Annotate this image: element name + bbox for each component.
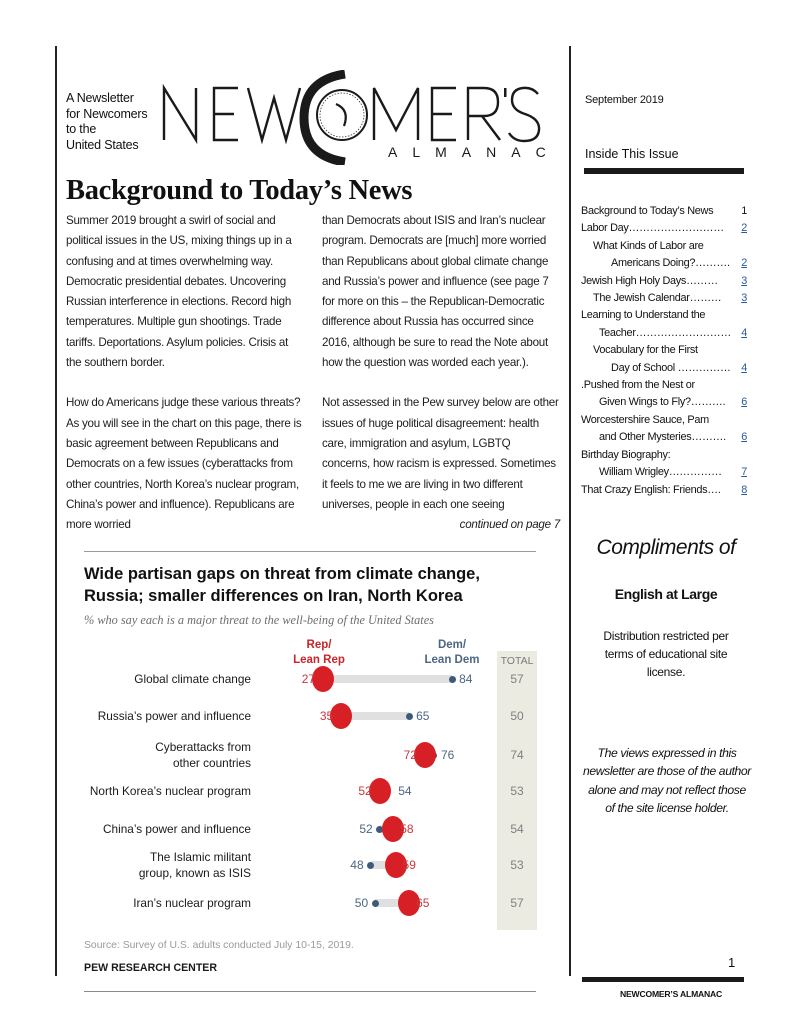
chart-row (84, 810, 544, 848)
toc-page-link[interactable]: 6 (741, 431, 747, 444)
chart-row-label: China’s power and influence (103, 822, 251, 836)
chart-row (84, 772, 544, 810)
toc-entry-title: Given Wings to Fly?………. (599, 396, 726, 409)
page-number: 1 (728, 955, 736, 970)
toc-entry[interactable] (581, 273, 751, 290)
chart-row (84, 660, 544, 698)
toc-entry[interactable] (581, 203, 751, 220)
dem-marker-icon (372, 900, 379, 907)
toc-page-link[interactable]: 2 (741, 222, 747, 235)
toc-page-link[interactable]: 3 (741, 292, 747, 305)
toc-page-link[interactable]: 3 (741, 274, 747, 287)
chart-row (84, 736, 544, 774)
dem-value: 50 (354, 896, 369, 910)
toc-entry-title: Americans Doing?………. (611, 257, 730, 270)
inside-this-issue-heading: Inside This Issue (585, 147, 679, 161)
masthead-tagline (66, 91, 147, 153)
chart-row (84, 697, 544, 735)
rep-value: 52 (358, 784, 372, 798)
toc-entry-title: The Jewish Calendar……… (593, 292, 722, 305)
chart-row-label: The Islamic militant group, known as ISIS (138, 850, 251, 880)
rep-marker-icon (414, 742, 436, 768)
toc-entry[interactable] (581, 342, 751, 377)
chart-row-label: Iran’s nuclear program (133, 896, 251, 910)
toc-page-link[interactable]: 6 (741, 396, 747, 409)
legend-rep-line: Rep/ (306, 639, 332, 651)
sponsor-name: English at Large (614, 586, 718, 602)
rep-value: 72 (403, 748, 417, 762)
toc-entry-title: and Other Mysteries………. (599, 431, 726, 444)
chart-row (84, 884, 544, 922)
issue-date: September 2019 (585, 94, 664, 106)
toc-page-link[interactable]: 4 (741, 326, 747, 339)
dem-value: 65 (416, 709, 430, 723)
heading-bar (584, 168, 744, 174)
article-paragraph: How do Americans judge these various threats? As you will see in the chart on this page, there is basic agreement between Republicans and Democrats on a few issues (cyberattacks from other countries, North Korea’s nuclear program, China’s power and influence). Republicans are more worried (66, 396, 302, 532)
chart-row (84, 846, 544, 884)
legend-rep-line: Lean Rep (293, 654, 345, 666)
total-value: 53 (510, 784, 524, 798)
dem-value: 84 (459, 672, 473, 686)
legend-dem-line: Lean Dem (424, 654, 480, 666)
toc-page-link[interactable]: 2 (741, 257, 747, 270)
toc-entry[interactable] (581, 238, 751, 273)
rep-marker-icon (330, 703, 352, 729)
toc-entry-title: .Pushed from the Nest or (581, 379, 695, 392)
dem-value: 48 (350, 858, 364, 872)
chart-row-label: Cyberattacks from other countries (155, 740, 251, 770)
legend-dem-line: Dem/ (437, 639, 467, 651)
toc-page-link[interactable]: 7 (741, 466, 747, 479)
rep-value: 65 (416, 896, 430, 910)
toc-page-link[interactable]: 8 (741, 483, 747, 496)
left-border-rule (55, 46, 57, 976)
toc-entry-title: Birthday Biography: (581, 448, 671, 461)
toc-entry[interactable] (581, 290, 751, 307)
chart-credit: PEW RESEARCH CENTER (84, 962, 218, 974)
toc-entry-title: Background to Today’s News (581, 205, 714, 217)
article-column-1 (66, 211, 304, 555)
toc-entry-title: What Kinds of Labor are (593, 239, 704, 252)
logo-subtitle: ALMANAC (388, 144, 561, 160)
tagline-line: to the (66, 122, 97, 136)
table-of-contents (581, 203, 751, 499)
tagline-line: United States (66, 137, 139, 152)
dem-marker-icon (449, 676, 456, 683)
tagline-line: for Newcomers (66, 106, 148, 121)
toc-entry[interactable] (581, 220, 751, 237)
article-column-2 (322, 211, 560, 535)
article-headline: Background to Today’s News (66, 175, 413, 206)
rep-value: 58 (400, 822, 414, 836)
gap-bar (323, 675, 452, 683)
dem-value: 76 (440, 748, 455, 762)
total-value: 50 (510, 709, 524, 723)
toc-entry[interactable] (581, 412, 751, 447)
toc-entry-title: Worcestershire Sauce, Pam (581, 413, 709, 426)
rep-marker-icon (312, 666, 334, 692)
article-paragraph: Summer 2019 brought a swirl of social and political issues in the US, mixing things up in a confusing and at times overwhelming way. Democratic presidential debates. Uncovering Russian interference in elections. Record high temperatures. Multiple gun shootings. Trade tariffs. Deportations. Asylum policies. Crisis at the southern border. (66, 214, 292, 370)
toc-entry-title: Day of School …………… (611, 361, 731, 374)
rep-value: 35 (319, 709, 334, 723)
total-value: 57 (510, 672, 524, 686)
rep-value: 27 (301, 672, 316, 686)
toc-entry-title: Teacher……………………… (599, 326, 731, 339)
article-paragraph: than Democrats about ISIS and Iran’s nuclear program. Democrats are [much] more worried than Republicans about global climate change and Russia’s power and influence (see page 7 for more on this – the Republican-Democratic difference about Russia has occurred since 2016, although be sure to read the Note about how the question was worded each year.). (322, 214, 549, 370)
newsletter-logo (160, 70, 561, 165)
toc-entry-title: Learning to Understand the (581, 309, 706, 322)
dem-marker-icon (367, 862, 374, 869)
dem-value: 52 (359, 822, 373, 836)
continued-note: continued on page 7 (459, 518, 560, 532)
chart-bottom-rule (84, 991, 536, 992)
footer-bar (582, 977, 744, 982)
toc-entry-title: That Crazy English: Friends…. (581, 483, 721, 496)
chart-row-label: North Korea’s nuclear program (89, 784, 251, 798)
chart-top-rule (84, 551, 536, 552)
total-value: 74 (510, 748, 524, 762)
chart-title: Wide partisan gaps on threat from climate change, Russia; smaller differences on Iran, North Korea (84, 565, 480, 605)
toc-entry[interactable] (581, 307, 751, 342)
article-paragraph: Not assessed in the Pew survey below are other issues of huge political disagreement: health care, immigration and asylum, LGBTQ concerns, how racism is expressed. Sometimes it feels to me we are living in two different universes, people in each one seeing (322, 396, 559, 511)
compliments-heading: Compliments of (596, 536, 736, 559)
toc-entry[interactable] (581, 377, 751, 412)
column-divider-rule (569, 46, 571, 976)
toc-entry[interactable] (581, 482, 751, 499)
toc-entry-title: Jewish High Holy Days……… (581, 274, 718, 287)
toc-entry-title: William Wrigley…………… (599, 466, 722, 479)
legend-total: TOTAL (500, 655, 534, 667)
dem-marker-icon (406, 713, 413, 720)
toc-entry-title: Labor Day……………………… (581, 222, 724, 235)
toc-entry-title: Vocabulary for the First (593, 344, 698, 357)
tagline-line: A Newsletter (66, 91, 134, 105)
total-value: 54 (510, 822, 524, 836)
rep-value: 59 (402, 858, 416, 872)
footer-publication-name: NEWCOMER’S ALMANAC (620, 989, 723, 999)
toc-entry[interactable] (581, 447, 751, 482)
total-value: 57 (510, 896, 524, 910)
chart-row-label: Global climate change (134, 672, 251, 686)
chart-source: Source: Survey of U.S. adults conducted July 10-15, 2019. (84, 940, 354, 951)
dem-value: 54 (398, 784, 412, 798)
distribution-notice: Distribution restricted per terms of educational site license. (603, 629, 729, 679)
chart-row-label: Russia’s power and influence (97, 709, 251, 723)
toc-page-link[interactable]: 4 (741, 361, 747, 374)
chart-subtitle: % who say each is a major threat to the well-being of the United States (84, 613, 434, 627)
disclaimer-text: The views expressed in this newsletter are those of the author alone and may not reflect those of the site license holder. (583, 746, 751, 815)
toc-page-link: 1 (741, 205, 747, 217)
total-value: 53 (510, 858, 524, 872)
